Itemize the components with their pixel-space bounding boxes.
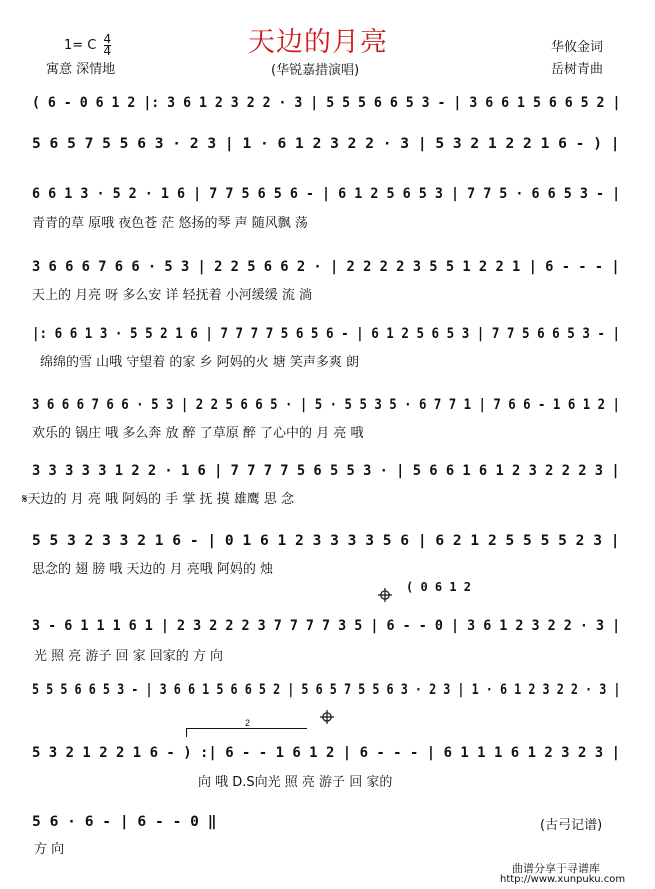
score-line-10: 5 5 5 6 6 5 3 - | 3 6 6 1 5 6 6 5 2 | 5 6 5 7 5 5 6 3 · 2 3 | 1 · 6 1 2 3 2 2 · 3 | xyxy=(32,681,621,698)
song-title: 天边的月亮 xyxy=(248,27,388,58)
time-signature xyxy=(104,34,112,57)
lyrics-line-6: 欢乐的 锅庄 哦 多么奔 放 醉 了草原 醉 了心中的 月 亮 哦 xyxy=(32,426,364,441)
singer-credit: (华锐嘉措演唱) xyxy=(271,63,360,78)
lyrics-line-9: 光 照 亮 游子 回 家 回家的 方 向 xyxy=(34,649,224,664)
score-line-9: 3 - 6 1 1 1 6 1 | 2 3 2 2 2 3 7 7 7 7 3 5 | 6 - - 0 | 3 6 1 2 3 2 2 · 3 | xyxy=(32,617,621,634)
pickup-phrase: ( 0 6 1 2 xyxy=(406,580,472,594)
composer-credit: 岳树青曲 xyxy=(551,62,604,77)
footer-site-name: 曲谱分享于寻谱库 xyxy=(512,862,600,875)
coda-sign-2 xyxy=(320,710,334,727)
coda-icon xyxy=(378,588,392,602)
transcriber-note: (古弓记谱) xyxy=(540,818,603,833)
time-bottom: 4 xyxy=(103,44,112,58)
volta-bracket xyxy=(186,718,307,737)
key-signature xyxy=(64,34,111,57)
score-line-8: 5 5 3 2 3 3 2 1 6 - | 0 1 6 1 2 3 3 3 3 5 6 | 6 2 1 2 5 5 5 5 2 3 | xyxy=(32,532,620,549)
score-line-6: 3 6 6 6 7 6 6 · 5 3 | 2 2 5 6 6 5 · | 5 · 5 5 3 5 · 6 7 7 1 | 7 6 6 - 1 6 1 2 | xyxy=(32,396,620,413)
score-line-5: |: 6 6 1 3 · 5 5 2 1 6 | 7 7 7 7 5 6 5 6 - | 6 1 2 5 6 5 3 | 7 7 5 6 6 5 3 - | xyxy=(32,325,621,342)
expression-mark: 寓意 深情地 xyxy=(46,62,116,77)
time-top: 4 xyxy=(103,32,112,46)
score-line-4: 3 6 6 6 7 6 6 · 5 3 | 2 2 5 6 6 2 · | 2 2 2 2 3 5 5 1 2 2 1 | 6 - - - | xyxy=(32,258,620,275)
score-line-7: 3 3 3 3 3 1 2 2 · 1 6 | 7 7 7 7 5 6 5 5 3 · | 5 6 6 1 6 1 2 3 2 2 2 3 | xyxy=(32,462,620,479)
coda-sign-1 xyxy=(378,588,392,605)
lyrics-line-8: 思念的 翅 膀 哦 天边的 月 亮哦 阿妈的 烛 xyxy=(32,562,274,577)
score-line-3: 6 6 1 3 · 5 2 · 1 6 | 7 7 5 6 5 6 - | 6 1 2 5 6 5 3 | 7 7 5 · 6 6 5 3 - | xyxy=(32,185,621,202)
lyrics-line-7: 𝄋天边的 月 亮 哦 阿妈的 手 掌 抚 摸 雄鹰 思 念 xyxy=(22,492,295,507)
lyrics-line-5: 绵绵的雪 山哦 守望着 的家 乡 阿妈的火 塘 笑声多爽 朗 xyxy=(40,355,360,370)
lyrics-line-12: 方 向 xyxy=(34,842,65,857)
lyrics-line-11: 向 哦 D.S向光 照 亮 游子 回 家的 xyxy=(198,775,393,790)
score-line-1: ( 6 - 0 6 1 2 |: 3 6 1 2 3 2 2 · 3 | 5 5 5 6 6 5 3 - | 3 6 6 1 5 6 6 5 2 | xyxy=(32,94,621,111)
lyrics-line-4: 天上的 月亮 呀 多么安 详 轻抚着 小河缓缓 流 淌 xyxy=(32,288,313,303)
score-line-2: 5 6 5 7 5 5 6 3 · 2 3 | 1 · 6 1 2 3 2 2 · 3 | 5 3 2 1 2 2 1 6 - ) | xyxy=(32,135,620,152)
lyrics-line-3: 青青的草 原哦 夜色苍 茫 悠扬的琴 声 随风飘 荡 xyxy=(32,216,308,231)
key-label: 1= C xyxy=(64,38,97,53)
lyricist-credit: 华攸金词 xyxy=(551,40,604,55)
coda-icon xyxy=(320,710,334,724)
score-line-12: 5 6 · 6 - | 6 - - 0 ‖ xyxy=(32,813,217,830)
footer-url[interactable]: http://www.xunpuku.com xyxy=(500,874,626,885)
score-line-11: 5 3 2 1 2 2 1 6 - ) :| 6 - - 1 6 1 2 | 6 - - - | 6 1 1 1 6 1 2 3 2 3 | xyxy=(32,744,620,761)
volta-number: 2 xyxy=(245,718,251,728)
